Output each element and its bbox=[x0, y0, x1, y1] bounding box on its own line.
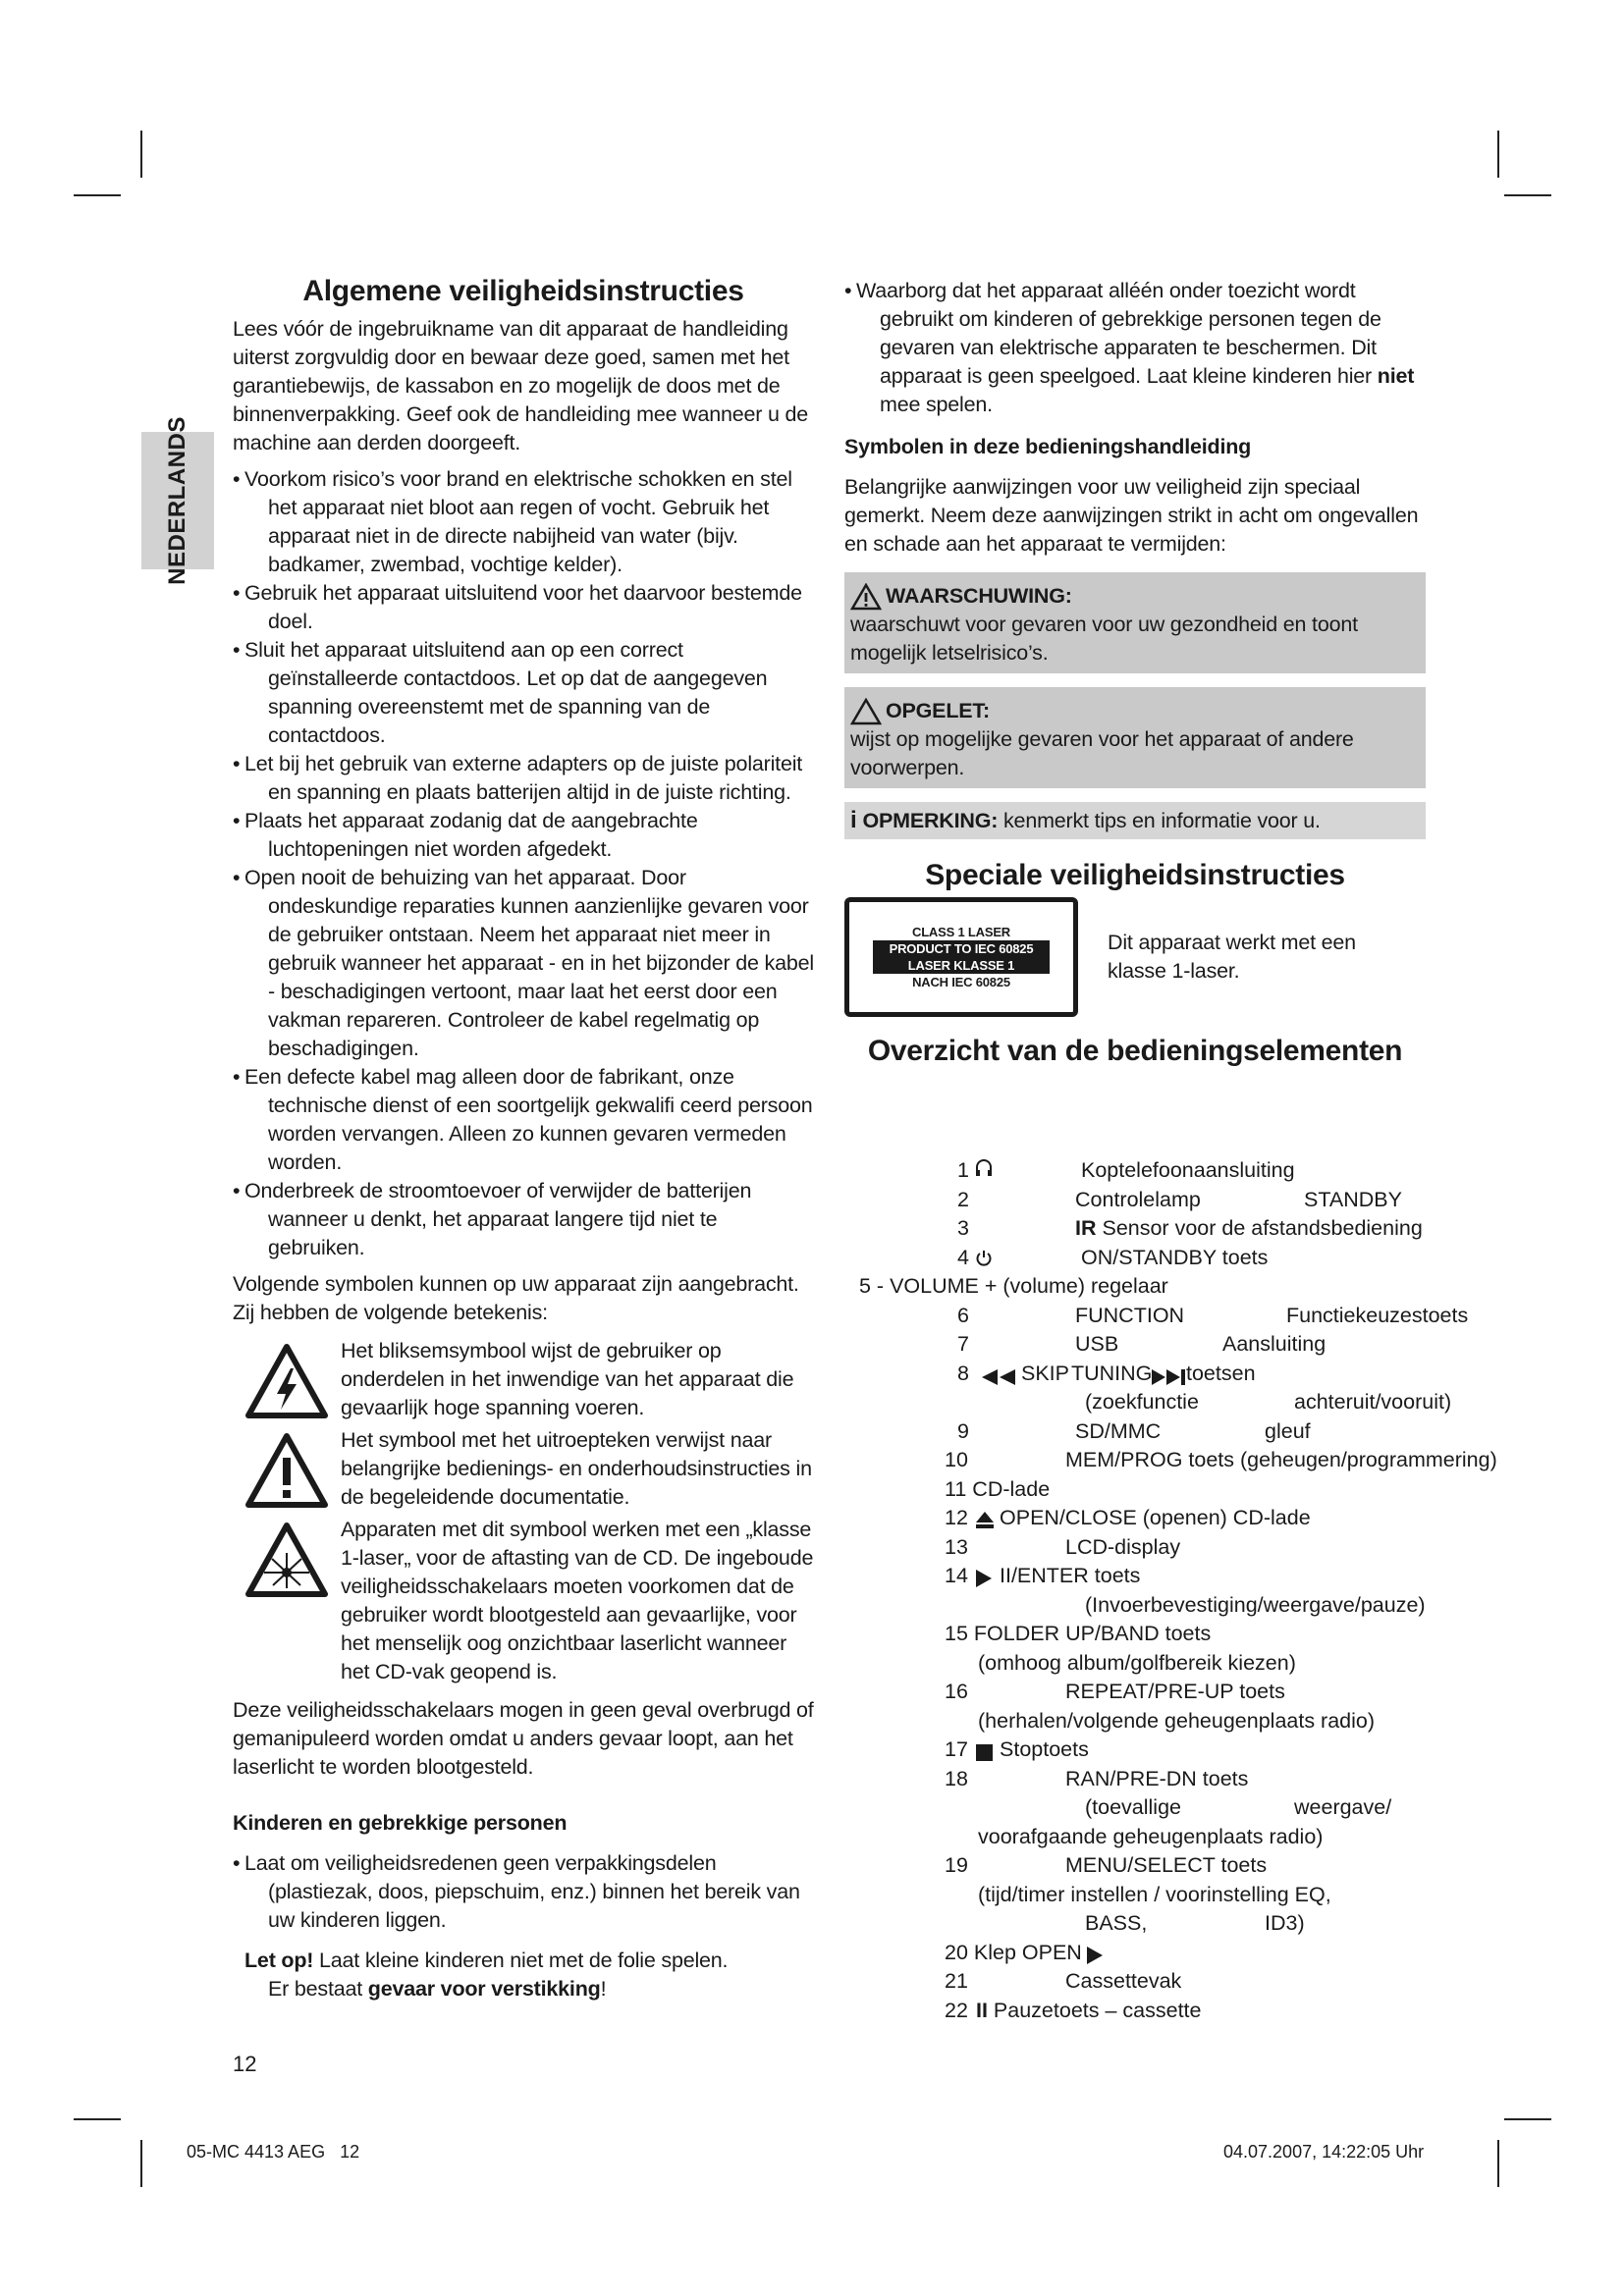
control-number: 7 bbox=[957, 1332, 969, 1356]
control-number: 14 bbox=[945, 1564, 968, 1587]
control-label: OPEN/CLOSE (openen) CD-lade bbox=[1000, 1506, 1311, 1529]
control-label: Sensor voor de afstandsbediening bbox=[1096, 1216, 1423, 1240]
choking-warning-pre: Er bestaat bbox=[268, 1977, 368, 2001]
stop-icon bbox=[976, 1742, 993, 1767]
rewind-icon bbox=[982, 1366, 1015, 1391]
control-number: 4 bbox=[957, 1245, 969, 1269]
list-item bbox=[0, 1969, 1624, 1999]
symbols-intro-right: Belangrijke aanwijzingen voor uw veiligheid zijn speciaal gemerkt. Neem deze aanwijzingen strikt in acht om ongevallen en schade aan het apparaat te vermijden: bbox=[844, 475, 1419, 556]
control-label: (Invoerbevestiging/weergave/pauze) bbox=[1085, 1592, 1426, 1617]
symbol-text: Het bliksemsymbool wijst de gebruiker op onderdelen in het inwendige van het apparaat die gevaarlijk hoge spanning voeren. bbox=[341, 1339, 794, 1419]
control-bold: IR bbox=[1075, 1216, 1097, 1240]
laser-label-line: CLASS 1 LASER bbox=[912, 925, 1010, 939]
top-bullet-bold: niet bbox=[1377, 364, 1415, 388]
list-item bbox=[0, 1593, 1624, 1623]
laser-row bbox=[844, 897, 1426, 1017]
footer-right: 04.07.2007, 14:22:05 Uhr bbox=[1223, 2142, 1425, 2162]
list-item bbox=[0, 1506, 1624, 1535]
control-label: Cassettevak bbox=[1065, 1969, 1182, 1993]
crop-mark bbox=[74, 194, 121, 196]
symbol-text: Het symbool met het uitroepteken verwijst naar belangrijke bedienings- en onderhoudsinstructies in de begeleidende documentatie. bbox=[341, 1428, 812, 1509]
list-item bbox=[0, 1477, 1624, 1507]
overview-title: Overzicht van de bedieningselementen bbox=[867, 1035, 1403, 1067]
list-item bbox=[0, 1680, 1624, 1709]
warning-box bbox=[844, 572, 1426, 673]
list-item bbox=[0, 1216, 1624, 1246]
symbols-intro: Volgende symbolen kunnen op uw apparaat zijn aangebracht. Zij hebben de volgende betekenis: bbox=[233, 1272, 799, 1324]
control-number: 1 bbox=[957, 1158, 969, 1182]
language-tab-label: NEDERLANDS bbox=[164, 416, 190, 585]
list-item bbox=[0, 1390, 1624, 1419]
control-number: 6 bbox=[957, 1303, 969, 1327]
control-label: 5 - VOLUME + (volume) regelaar bbox=[859, 1274, 1168, 1298]
list-item bbox=[0, 1158, 1624, 1188]
list-item: • Onderbreek de stroomtoevoer of verwijder de batterijen wanneer u denkt, het apparaat langere tijd niet te gebruiken. bbox=[233, 1177, 814, 1262]
laser-class-label bbox=[844, 897, 1078, 1017]
caution-box bbox=[844, 687, 1426, 788]
caution-title-row bbox=[850, 697, 1420, 725]
list-item bbox=[0, 1651, 1624, 1681]
list-item bbox=[0, 1941, 1624, 1970]
laser-label-line: PRODUCT TO IEC 60825 bbox=[873, 940, 1050, 957]
control-number: 10 bbox=[945, 1448, 968, 1471]
eject-icon bbox=[976, 1511, 994, 1535]
control-label: toetsen bbox=[1186, 1361, 1256, 1385]
list-item bbox=[0, 1535, 1624, 1565]
crop-mark bbox=[1504, 194, 1551, 196]
caution-text: wijst op mogelijke gevaren voor het apparaat of andere voorwerpen. bbox=[850, 727, 1354, 779]
control-extra: Functiekeuzestoets bbox=[1286, 1303, 1469, 1327]
caution-triangle-icon bbox=[850, 698, 882, 725]
control-label: weergave/ bbox=[1294, 1795, 1392, 1819]
laser-text: Dit apparaat werkt met een klasse 1-laser. bbox=[1108, 931, 1356, 983]
control-label: (omhoog album/golfbereik kiezen) bbox=[978, 1650, 1296, 1675]
warning-title: WAARSCHUWING: bbox=[886, 584, 1072, 608]
power-icon bbox=[975, 1249, 993, 1273]
control-number: 13 bbox=[945, 1534, 968, 1559]
control-label: (zoekfunctie bbox=[1085, 1390, 1199, 1414]
control-bold: II bbox=[976, 1998, 988, 2022]
list-item bbox=[0, 1853, 1624, 1883]
info-icon: i bbox=[850, 807, 857, 833]
caution-title: OPGELET: bbox=[886, 699, 990, 722]
list-item bbox=[0, 1274, 1624, 1304]
list-item: • Gebruik het apparaat uitsluitend voor het daarvoor bestemde doel. bbox=[233, 579, 814, 636]
let-op-text: Laat kleine kinderen niet met de folie spelen. bbox=[313, 1949, 729, 1972]
list-item bbox=[0, 1362, 1624, 1391]
list-item: • Een defecte kabel mag alleen door de fabrikant, onze technische dienst of een soortgelijk gekwalifi ceerd persoon worden vervangen. Alleen zo kunnen gevaren vermeden worden. bbox=[233, 1063, 814, 1177]
control-number: 9 bbox=[957, 1418, 969, 1443]
control-label: Koptelefoonaansluiting bbox=[1081, 1158, 1295, 1182]
list-item bbox=[0, 1911, 1624, 1941]
list-item bbox=[0, 1737, 1624, 1767]
note-box bbox=[844, 802, 1426, 839]
list-item bbox=[0, 1332, 1624, 1362]
footer-left: 05-MC 4413 AEG 12 bbox=[187, 2142, 360, 2162]
control-label: MENU/SELECT toets bbox=[1065, 1853, 1268, 1877]
special-safety-title: Speciale veiligheidsinstructies bbox=[925, 859, 1345, 891]
control-label: ON/STANDBY toets bbox=[1081, 1245, 1269, 1269]
list-item: • Voorkom risico’s voor brand en elektrische schokken en stel het apparaat niet bloot aan regen of vocht. Gebruik het apparaat niet in de directe nabijheid van water (bijv. badkamer, zwembad, vochtige kelder). bbox=[233, 465, 814, 579]
control-label: voorafgaande geheugenplaats radio) bbox=[978, 1824, 1324, 1848]
control-label: Stoptoets bbox=[1000, 1737, 1089, 1761]
control-number: 19 bbox=[945, 1853, 968, 1877]
warning-triangle-icon bbox=[850, 583, 882, 611]
control-label: TUNING bbox=[1071, 1361, 1153, 1385]
control-label: RAN/PRE-DN toets bbox=[1065, 1766, 1249, 1790]
control-label: BASS, bbox=[1085, 1911, 1148, 1935]
control-label: USB bbox=[1075, 1332, 1119, 1356]
control-label: Controlelamp bbox=[1075, 1187, 1201, 1211]
control-label: 20 Klep OPEN bbox=[945, 1940, 1082, 1964]
list-item bbox=[0, 1188, 1624, 1217]
let-op-label: Let op! bbox=[244, 1949, 314, 1972]
crop-mark bbox=[140, 2140, 142, 2187]
symbol-text: Apparaten met dit symbool werken met een „klasse 1-laser„ voor de aftasting van de CD. De ingeboude veiligheidsschakelaars moeten voorkomen dat de gebruiker wordt blootgesteld aan gevaarlijke, voor het menselijk oog onzichtbaar laserlicht wanneer het CD-vak geopend is. bbox=[341, 1518, 814, 1683]
list-item bbox=[0, 1419, 1624, 1449]
list-item bbox=[0, 1564, 1624, 1593]
control-label: ID3) bbox=[1265, 1911, 1305, 1935]
control-number: 22 bbox=[945, 1998, 968, 2022]
control-label: 15 FOLDER UP/BAND toets bbox=[945, 1622, 1212, 1645]
page-number: 12 bbox=[233, 2052, 257, 2076]
control-number: 21 bbox=[945, 1969, 968, 1993]
right-column bbox=[844, 277, 1426, 1069]
top-bullet-post: mee spelen. bbox=[880, 393, 993, 416]
control-number: 2 bbox=[957, 1187, 969, 1211]
note-title: OPMERKING: bbox=[862, 809, 999, 832]
list-item bbox=[0, 1767, 1624, 1796]
warning-title-row bbox=[850, 582, 1420, 611]
children-heading: Kinderen en gebrekkige personen bbox=[233, 1811, 568, 1835]
control-number: 18 bbox=[945, 1766, 968, 1790]
list-item bbox=[844, 277, 1426, 419]
control-number: 16 bbox=[945, 1680, 968, 1703]
control-label: II/ENTER toets bbox=[1000, 1564, 1141, 1587]
crop-mark bbox=[1497, 2140, 1499, 2187]
list-item bbox=[0, 1622, 1624, 1651]
list-item: • Let bij het gebruik van externe adapters op de juiste polariteit en spanning en plaats batterijen altijd in de juiste richting. bbox=[233, 750, 814, 807]
crop-mark bbox=[140, 131, 142, 178]
list-item bbox=[0, 1246, 1624, 1275]
control-label: 11 CD-lade bbox=[945, 1476, 1051, 1501]
symbols-heading: Symbolen in deze bedieningshandleiding bbox=[844, 435, 1252, 458]
laser-label-line: LASER KLASSE 1 bbox=[873, 957, 1050, 974]
control-label: FUNCTION bbox=[1075, 1303, 1185, 1327]
top-bullet-list bbox=[844, 277, 1426, 419]
list-item bbox=[0, 1448, 1624, 1477]
control-number: 8 bbox=[957, 1361, 969, 1385]
headphone-icon bbox=[975, 1158, 993, 1184]
list-item bbox=[0, 1304, 1624, 1333]
top-bullet-text: Waarborg dat het apparaat alléén onder toezicht wordt gebruikt om kinderen of gebrekkige personen tegen de gevaren van elektrische apparaten te beschermen. Dit apparaat is geen speelgoed. Laat kleine kinderen hier bbox=[856, 279, 1381, 388]
control-label: (herhalen/volgende geheugenplaats radio) bbox=[978, 1708, 1376, 1733]
crop-mark bbox=[1497, 131, 1499, 178]
list-item bbox=[0, 1999, 1624, 2028]
crop-mark bbox=[1504, 2118, 1551, 2120]
control-label: LCD-display bbox=[1065, 1534, 1181, 1559]
list-item: • Plaats het apparaat zodanig dat de aangebrachte luchtopeningen niet worden afgedekt. bbox=[233, 807, 814, 864]
control-label: (toevallige bbox=[1085, 1795, 1181, 1819]
list-item bbox=[0, 1709, 1624, 1738]
list-item bbox=[0, 1825, 1624, 1854]
control-label: REPEAT/PRE-UP toets bbox=[1065, 1680, 1285, 1703]
controls-list bbox=[0, 1158, 1624, 2027]
control-label: SKIP bbox=[1021, 1361, 1069, 1385]
general-safety-title: Algemene veiligheidsinstructies bbox=[302, 275, 744, 307]
list-item: • Open nooit de behuizing van het apparaat. Door ondeskundige reparaties kunnen aanzienlijke gevaren voor de gebruiker ontstaan. Neem het apparaat niet meer in gebruik wanneer het apparaat - en in het bijzonder de kabel - beschadigingen vertoont, maar laat het eerst door een vakman repareren. Controleer de kabel regelmatig op beschadigingen. bbox=[233, 864, 814, 1063]
control-label: MEM/PROG toets (geheugen/programmering) bbox=[1065, 1448, 1497, 1471]
intro-paragraph: Lees vóór de ingebruikname van dit apparaat de handleiding uiterst zorgvuldig door en bewaar deze goed, samen met het garantiebewijs, de kassabon en zo mogelijk de doos met de binnenverpakking. Geef ook de handleiding mee wanneer u de machine aan derden doorgeeft. bbox=[233, 317, 809, 454]
control-extra: Aansluiting bbox=[1222, 1332, 1326, 1356]
control-label: SD/MMC bbox=[1075, 1418, 1162, 1443]
control-label: (tijd/timer instellen / voorinstelling EQ, bbox=[978, 1882, 1331, 1906]
list-item bbox=[0, 1883, 1624, 1912]
list-item: • Sluit het apparaat uitsluitend aan op een correct geïnstalleerde contactdoos. Let op dat de aangegeven spanning overeenstemt met de spanning van de contactdoos. bbox=[233, 636, 814, 750]
choking-warning-bold: gevaar voor verstikking bbox=[367, 1977, 601, 2001]
play-icon bbox=[976, 1569, 992, 1593]
control-extra: gleuf bbox=[1265, 1418, 1311, 1443]
control-number: 17 bbox=[945, 1737, 968, 1761]
crop-mark bbox=[74, 2118, 121, 2120]
play-icon bbox=[1087, 1946, 1103, 1970]
choking-warning-post: ! bbox=[600, 1977, 607, 2001]
control-label: Pauzetoets – cassette bbox=[987, 1998, 1202, 2022]
control-number: 12 bbox=[945, 1506, 968, 1529]
language-tab bbox=[141, 416, 214, 585]
laser-label-line: NACH IEC 60825 bbox=[912, 975, 1010, 989]
forward-skip-icon bbox=[1152, 1366, 1187, 1391]
note-text: kenmerkt tips en informatie voor u. bbox=[998, 809, 1321, 832]
control-extra: STANDBY bbox=[1304, 1187, 1402, 1211]
list-item: • Laat om veiligheidsredenen geen verpakkingsdelen (plastiezak, doos, piepschuim, enz.) binnen het bereik van uw kinderen liggen. bbox=[233, 1849, 814, 1935]
list-item bbox=[0, 1795, 1624, 1825]
control-label: achteruit/vooruit) bbox=[1294, 1390, 1452, 1414]
warning-text: waarschuwt voor gevaren voor uw gezondheid en toont mogelijk letselrisico’s. bbox=[850, 613, 1358, 665]
safety-switch-paragraph: Deze veiligheidsschakelaars mogen in geen geval overbrugd of gemanipuleerd worden omdat u anders gevaar loopt, aan het laserlicht te worden blootgesteld. bbox=[233, 1698, 814, 1779]
safety-bullet-list bbox=[233, 465, 814, 1262]
control-number: 3 bbox=[957, 1216, 969, 1240]
